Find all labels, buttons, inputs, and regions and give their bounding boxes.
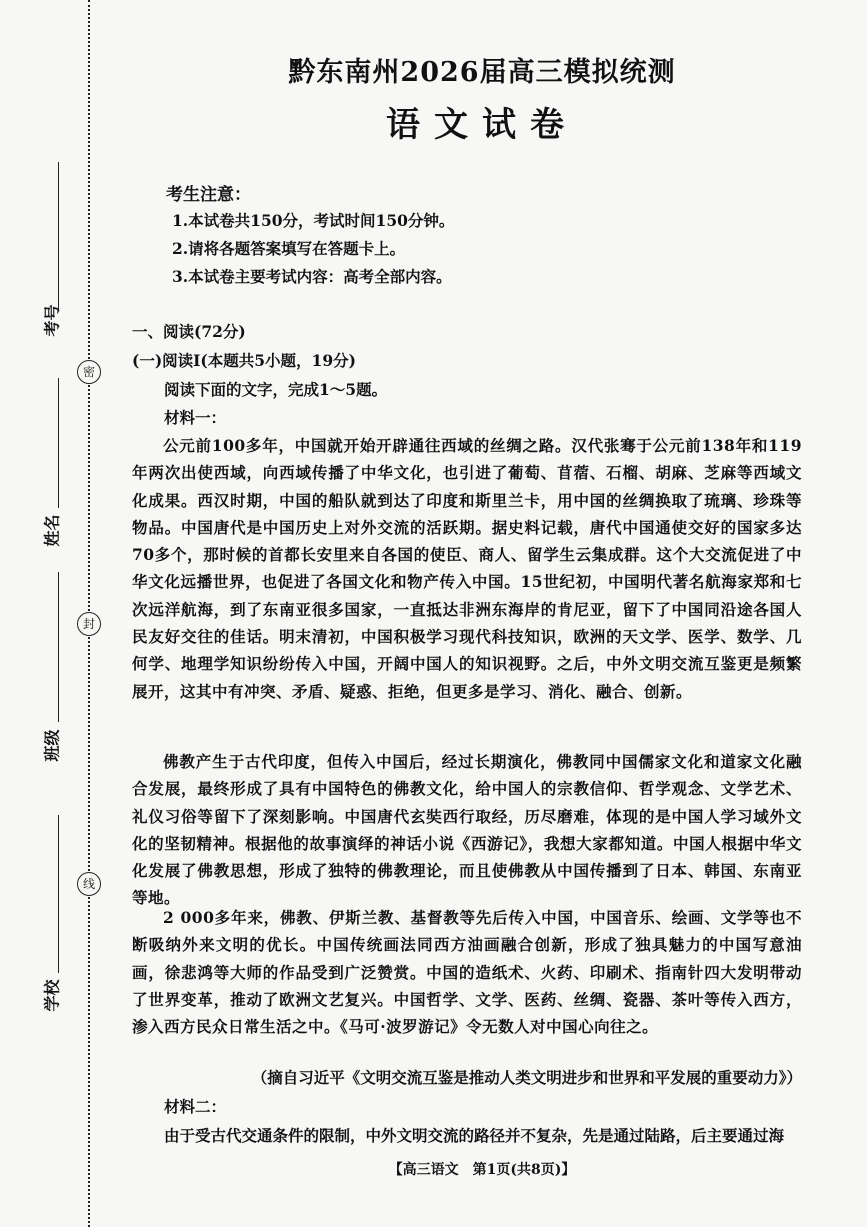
sub-section-title: (一)阅读Ⅰ(本题共5小题，19分) xyxy=(132,351,356,370)
field-line-name[interactable] xyxy=(58,378,59,508)
field-line-exam-number[interactable] xyxy=(58,162,59,310)
field-label-name: 姓名 xyxy=(42,514,62,547)
notice-item-1: 1.本试卷共150分，考试时间150分钟。 xyxy=(172,211,455,230)
binding-strip xyxy=(0,0,110,1227)
field-line-school[interactable] xyxy=(58,815,59,973)
field-label-class: 班级 xyxy=(42,729,62,762)
material-1-label: 材料一： xyxy=(164,408,227,427)
seal-mark-xian: 线 xyxy=(77,872,101,896)
field-label-exam-number: 考号 xyxy=(42,304,62,337)
notice-item-2: 2.请将各题答案填写在答题卡上。 xyxy=(172,239,406,258)
paragraph-3: 2 000多年来，佛教、伊斯兰教、基督教等先后传入中国，中国音乐、绘画、文学等也不断吸纳外来文明的优长。中国传统画法同西方油画融合创新，形成了独具魅力的中国写意油画，徐悲鸿等大师的作品受到广泛赞赏。中国的造纸术、火药、印刷术、指南针四大发明带动了世界变革，推动了欧洲文艺复兴。中国哲学、文学、医药、丝绸、瓷器、茶叶等传入西方，渗入西方民众日常生活之中。《马可·波罗游记》令无数人对中国心向往之。 xyxy=(132,908,802,1037)
subject-title: 语文试卷 xyxy=(386,105,578,145)
exam-title: 黔东南州2026届高三模拟统测 xyxy=(288,57,676,88)
seal-mark-mi: 密 xyxy=(77,360,101,384)
notice-item-3: 3.本试卷主要考试内容：高考全部内容。 xyxy=(172,267,452,286)
paragraph-1: 公元前100多年，中国就开始开辟通往西域的丝绸之路。汉代张骞于公元前138年和119年两次出使西域，向西域传播了中华文化，也引进了葡萄、苜蓿、石榴、胡麻、芝麻等西域文化成果。西汉时期，中国的船队就到达了印度和斯里兰卡，用中国的丝绸换取了琉璃、珍珠等物品。中国唐代是中国历史上对外交流的活跃期。据史料记载，唐代中国通使交好的国家多达70多个，那时候的首都长安里来自各国的使臣、商人、留学生云集成群。这个大交流促进了中华文化远播世界，也促进了各国文化和物产传入中国。15世纪初，中国明代著名航海家郑和七次远洋航海，到了东南亚很多国家，一直抵达非洲东海岸的肯尼亚，留下了中国同沿途各国人民友好交往的佳话。明末清初，中国积极学习现代科技知识，欧洲的天文学、医学、数学、几何学、地理学知识纷纷传入中国，开阔中国人的知识视野。之后，中外文明交流互鉴更是频繁展开，这其中有冲突、矛盾、疑惑、拒绝，但更多是学习、消化、融合、创新。 xyxy=(132,436,802,701)
material-2-label: 材料二： xyxy=(164,1097,227,1116)
material-2-text: 由于受古代交通条件的限制，中外文明交流的路径并不复杂，先是通过陆路，后主要通过海 xyxy=(164,1126,785,1145)
field-label-school: 学校 xyxy=(42,979,62,1012)
notice-heading: 考生注意： xyxy=(166,185,251,205)
field-line-class[interactable] xyxy=(58,572,59,722)
paragraph-2: 佛教产生于古代印度，但传入中国后，经过长期演化，佛教同中国儒家文化和道家文化融合发展，最终形成了具有中国特色的佛教文化，给中国人的宗教信仰、哲学观念、文学艺术、礼仪习俗等留下了深刻影响。中国唐代玄奘西行取经，历尽磨难，体现的是中国人学习域外文化的坚韧精神。根据他的故事演绎的神话小说《西游记》，我想大家都知道。中国人根据中华文化发展了佛教思想，形成了独特的佛教理论，而且使佛教从中国传播到了日本、韩国、东南亚等地。 xyxy=(132,752,802,908)
section-title: 一、阅读(72分) xyxy=(132,322,246,341)
page-footer: 【高三语文 第1页(共8页)】 xyxy=(388,1162,576,1178)
reading-instruction: 阅读下面的文字，完成1～5题。 xyxy=(164,380,388,399)
source-citation: （摘自习近平《文明交流互鉴是推动人类文明进步和世界和平发展的重要动力》） xyxy=(251,1068,802,1087)
seal-mark-feng: 封 xyxy=(77,612,101,636)
